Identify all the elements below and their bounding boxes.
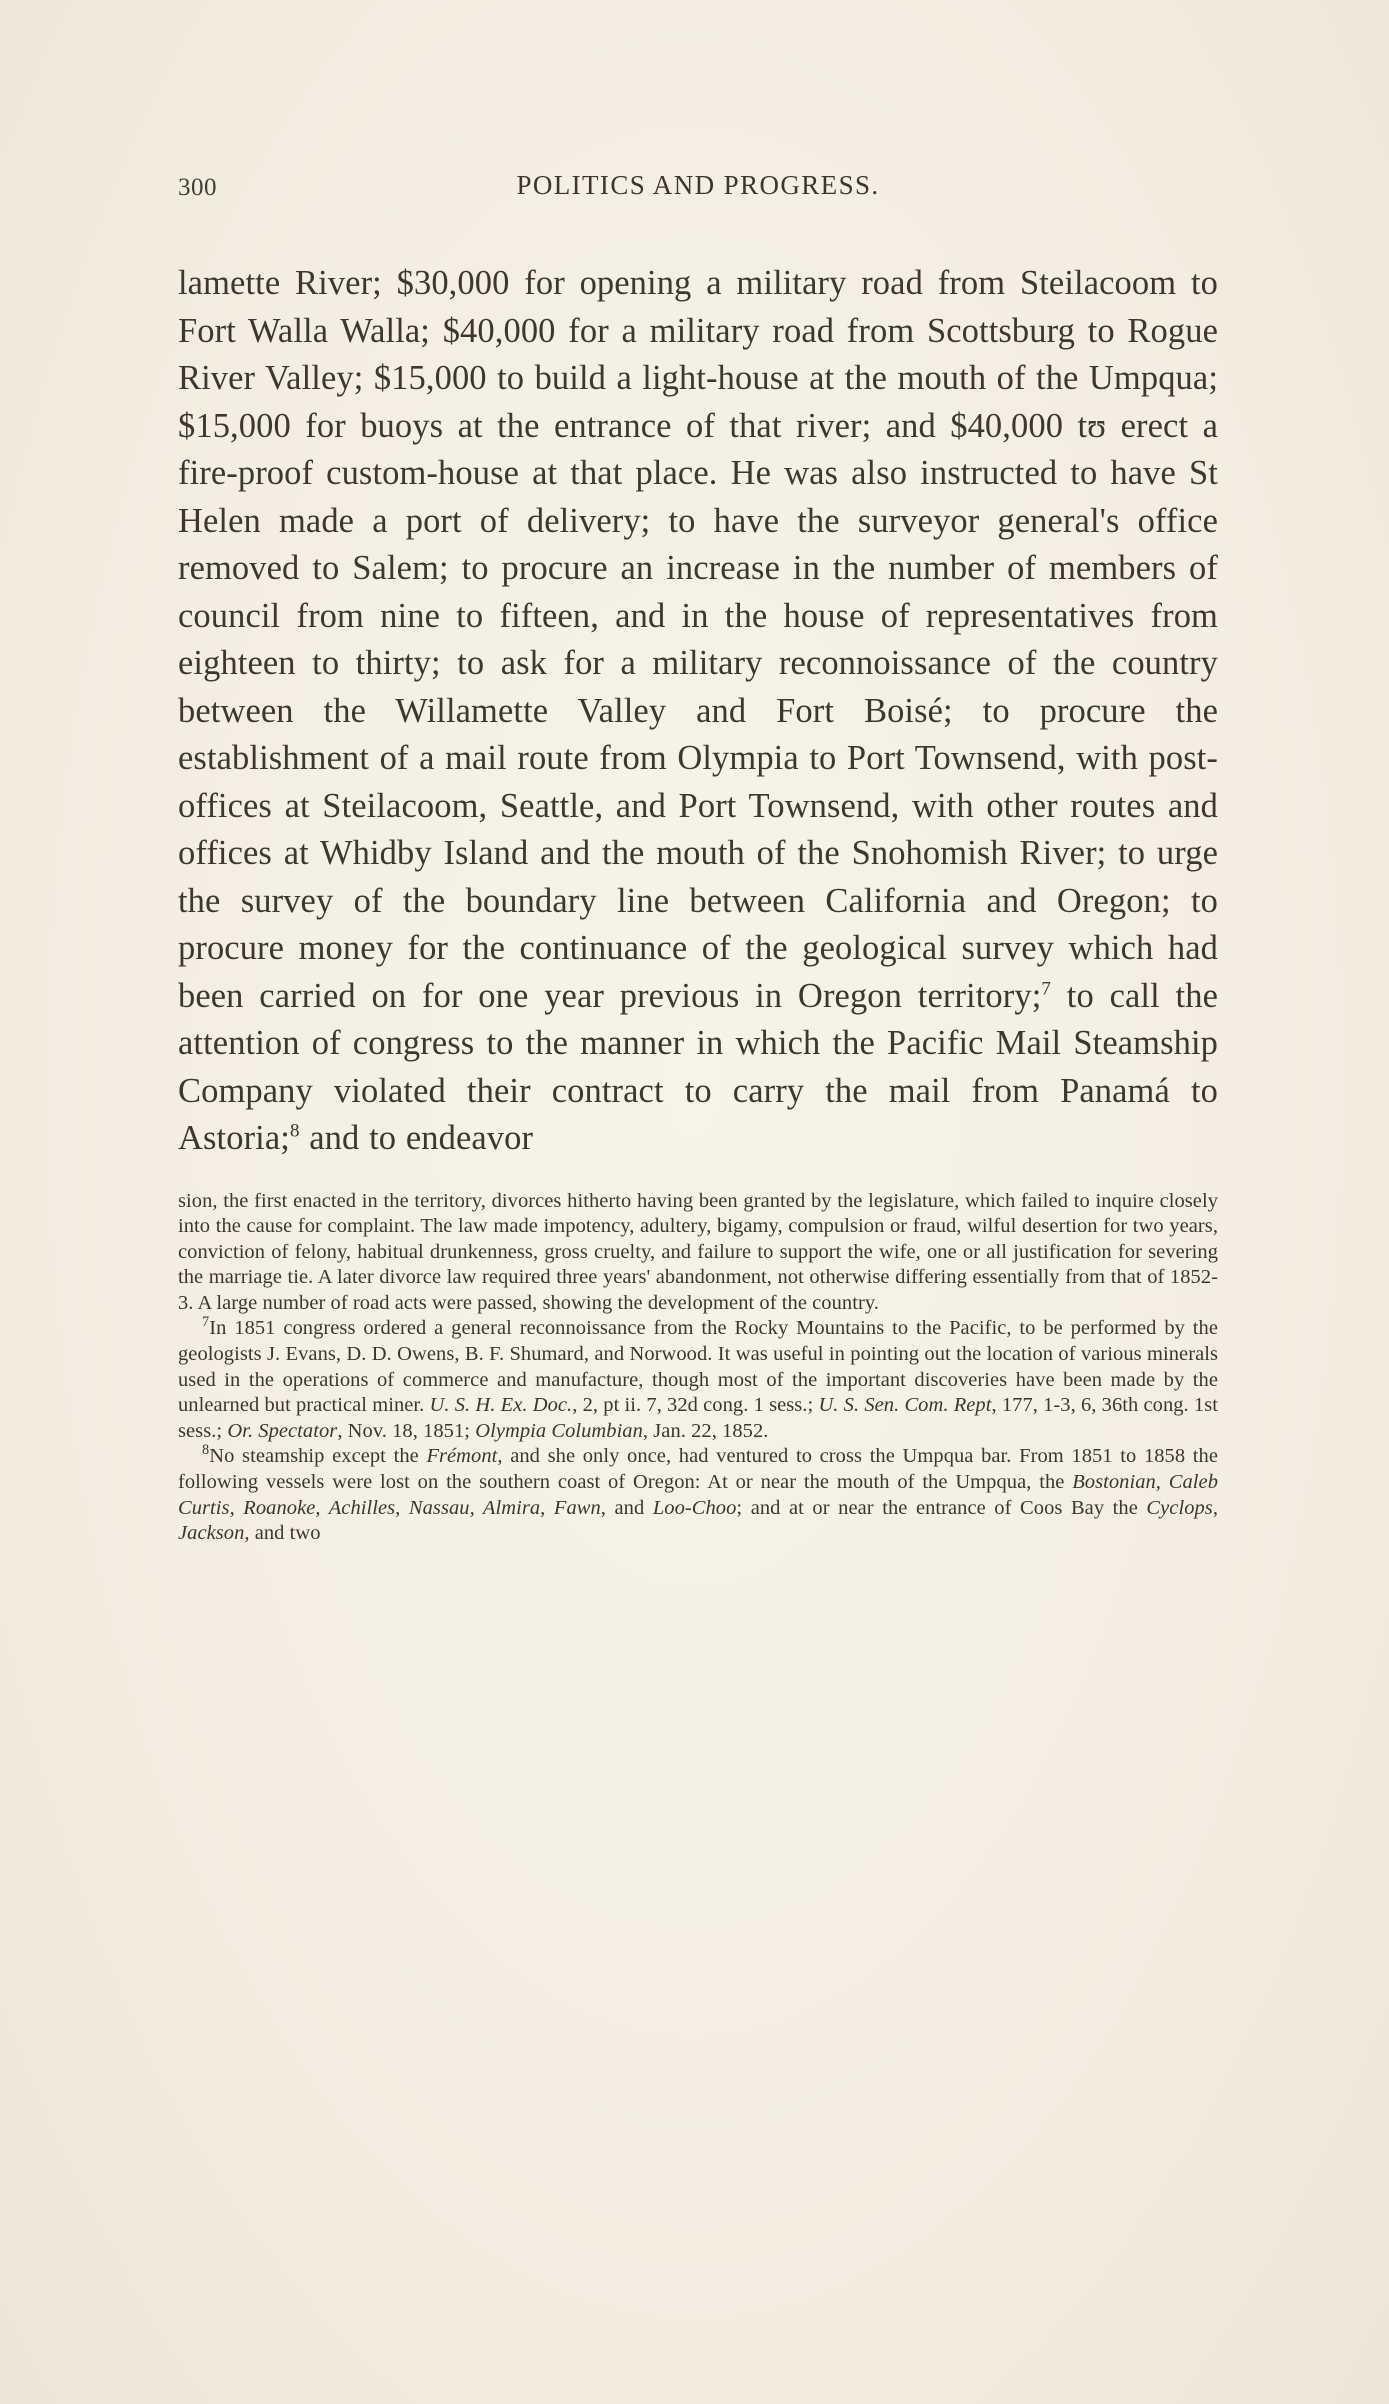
footnote-continued: sion, the first enacted in the territory, divorces hitherto having been granted by the legislature, which failed to inquire closely into the cause for complaint. The law made impotency, adultery, bigamy, compulsion or fraud, wilful desertion for two years, conviction of felony, habitual drunkenness, gross cruelty, and failure to support the wife, one or all justification for severing the marriage tie. A later divorce law required three years' abandonment, not otherwise differing essentially from that of 1852-3. A large number of road acts were passed, showing the development of the country. <box>178 1189 1218 1314</box>
footnote-8-text-5: , and two <box>244 1522 321 1545</box>
footnote-7 <box>178 1316 1218 1444</box>
footnote-7-text-3: , 177, 1-3, 6, 36th cong. 1st sess.; <box>178 1394 1218 1442</box>
body-paragraph-part-3: and to endeavor <box>299 1119 534 1157</box>
footnote-8-text-2: , and she only once, had ventured to cross the Umpqua bar. From 1851 to 1858 the following vessels were lost on the southern coast of Oregon: At or near the mouth of the Umpqua, the <box>178 1445 1218 1494</box>
page-content <box>178 170 1218 1547</box>
footnotes-block <box>178 1189 1218 1547</box>
footnote-7-text-4: , Nov. 18, 1851; <box>337 1419 476 1442</box>
footnote-7-citation-2: U. S. Sen. Com. Rept <box>818 1394 992 1417</box>
footnote-8-ships-coos: Cyclops, Jackson <box>178 1496 1218 1545</box>
body-paragraph <box>178 260 1218 1163</box>
footnote-7-text-2: , 2, pt ii. 7, 32d cong. 1 sess.; <box>572 1394 819 1417</box>
footnote-ref-8[interactable]: 8 <box>289 1120 300 1142</box>
footnote-8-marker: 8 <box>202 1442 210 1459</box>
footnote-8-text-4: ; and at or near the entrance of Coos Bay the <box>736 1496 1147 1519</box>
page-number: 300 <box>178 174 217 201</box>
footnote-8-ship-loochoo: Loo-Choo <box>652 1496 737 1519</box>
body-paragraph-part-1: lamette River; $30,000 for opening a military road from Steilacoom to Fort Walla Walla; $40,000 for a military road from Scottsburg to Rogue River Valley; $15,000 to build a light-house at the mouth of the Umpqua; $15,000 for buoys at the entrance of that river; and $40,000 tʊ erect a fire-proof custom-house at that place. He was also instructed to have St Helen made a port of delivery; to have the surveyor general's office removed to Salem; to procure an increase in the number of members of council from nine to fifteen, and in the house of representatives from eighteen to thirty; to ask for a military reconnoissance of the country between the Willamette Valley and Fort Boisé; to procure the establishment of a mail route from Olympia to Port Townsend, with post-offices at Steilacoom, Seattle, and Port Townsend, with other routes and offices at Whidby Island and the mouth of the Snohomish River; to urge the survey of the boundary line between California and Oregon; to procure money for the continuance of the geological survey which had been carried on for one year previous in Oregon territory; <box>178 264 1218 1015</box>
footnote-ref-7[interactable]: 7 <box>1041 978 1051 999</box>
footnote-7-citation-1: U. S. H. Ex. Doc. <box>429 1394 573 1417</box>
body-text <box>178 260 1218 1163</box>
footnote-7-marker: 7 <box>202 1314 210 1331</box>
running-head <box>178 170 1218 212</box>
body-paragraph-part-2: to call the attention of congress to the manner in which the Pacific Mail Steamship Company violated their contract to carry the mail from Panamá to Astoria; <box>178 976 1218 1157</box>
footnote-7-citation-4: Olympia Columbian <box>475 1419 643 1442</box>
running-head-title: POLITICS AND PROGRESS. <box>516 170 880 200</box>
footnote-8-text-1: No steamship except the <box>209 1445 427 1468</box>
footnote-8 <box>178 1444 1218 1546</box>
footnote-7-citation-3: Or. Spectator <box>227 1419 338 1442</box>
footnote-7-text-1: In 1851 congress ordered a general reconnoissance from the Rocky Mountains to the Pacific, to be performed by the geologists J. Evans, D. D. Owens, B. F. Shumard, and Norwood. It was useful in pointing out the location of various minerals used in the operations of commerce and manufacture, though most of the important discoveries have been made by the unlearned but practical miner. <box>178 1317 1218 1417</box>
footnote-8-ships-umpqua: Bostonian, Caleb Curtis, Roanoke, Achilles, Nassau, Almira, Fawn <box>178 1471 1218 1519</box>
footnote-8-ship-fremont: Frémont <box>426 1445 498 1468</box>
footnote-7-text-5: , Jan. 22, 1852. <box>642 1419 769 1442</box>
footnote-8-text-3: , and <box>600 1496 653 1519</box>
